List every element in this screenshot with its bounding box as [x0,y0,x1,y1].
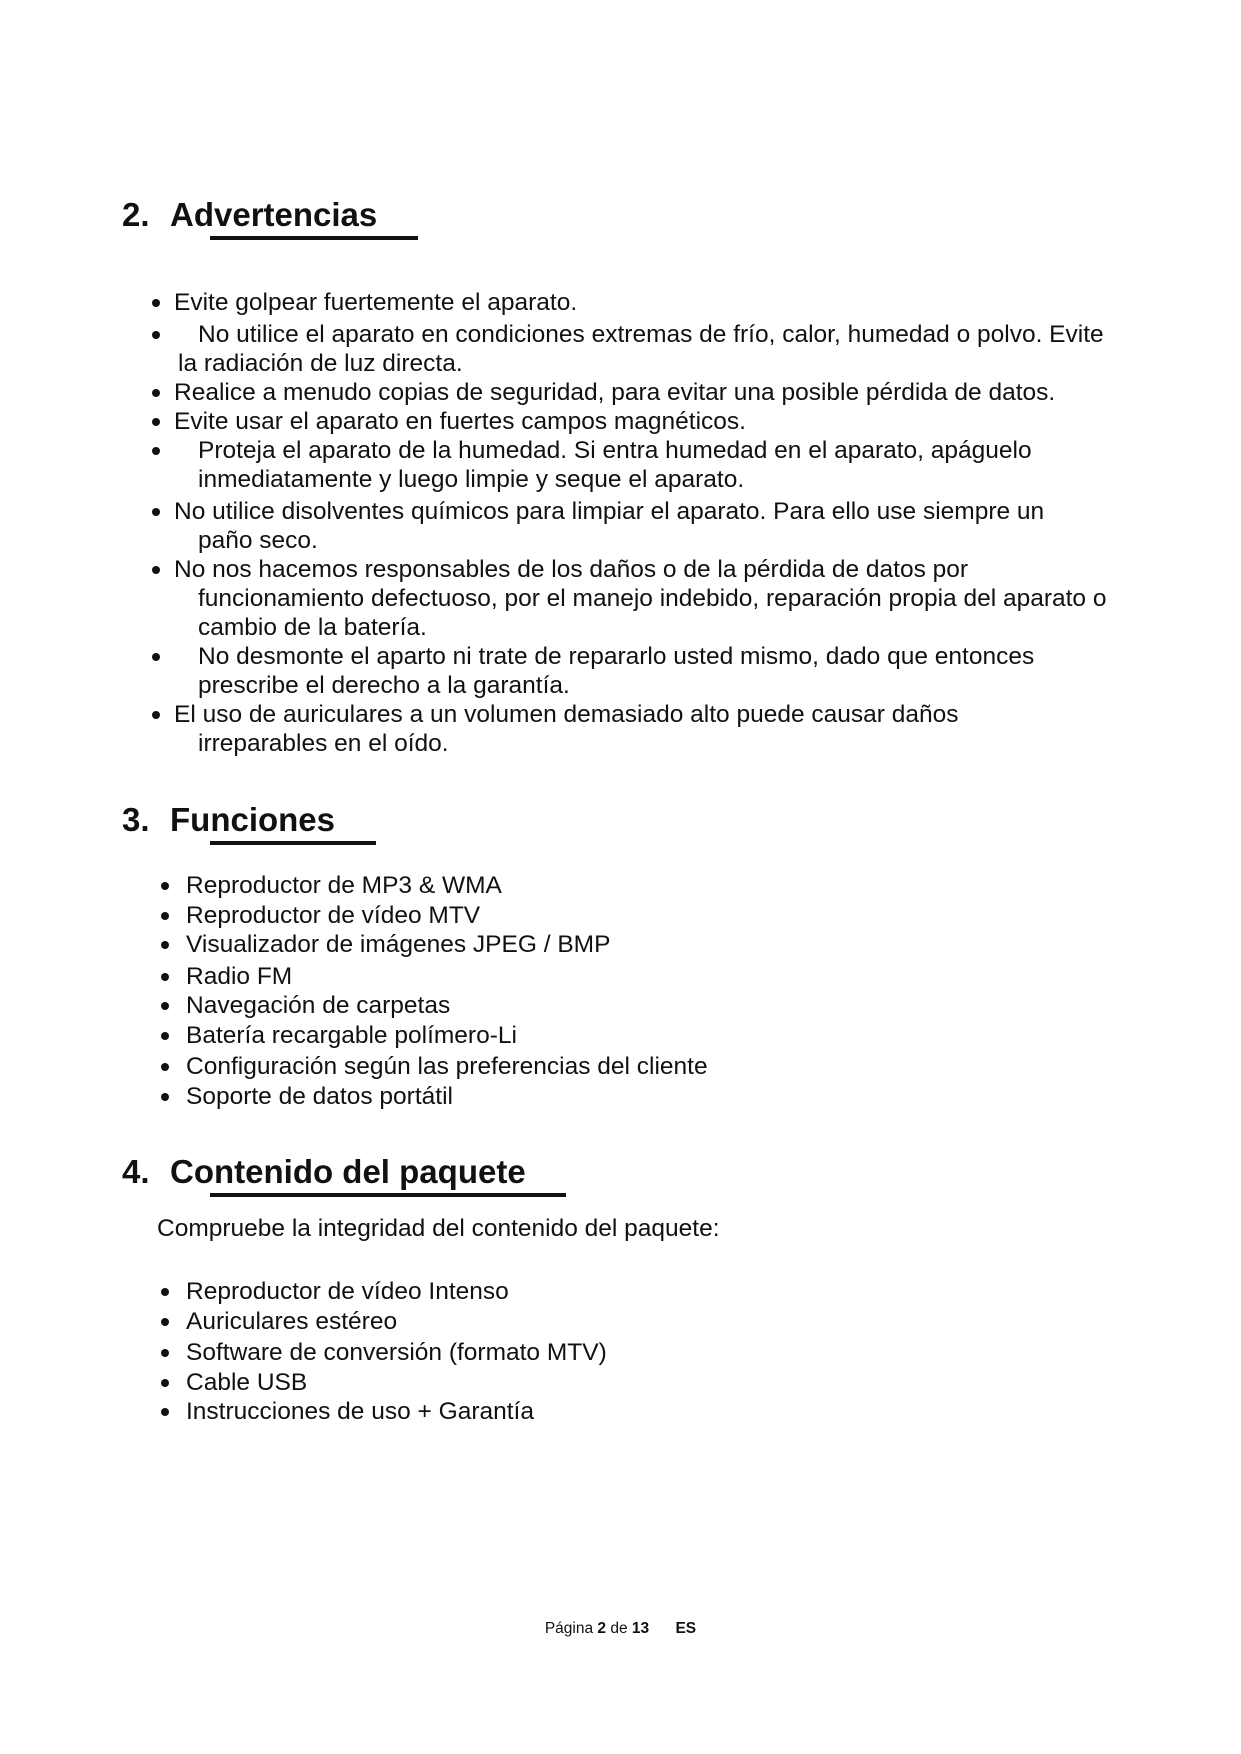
section-number: 2. [122,196,150,233]
bullet-icon [161,1093,169,1101]
list-item: Soporte de datos portátil [152,1082,708,1112]
page-footer [0,1620,1241,1638]
section-title: Contenido del paquete [170,1153,526,1190]
bullet-icon [152,299,160,307]
list-item: Evite usar el aparato en fuertes campos magnéticos. [152,407,1142,436]
bullet-icon [152,418,160,426]
list-item: No desmonte el aparto ni trate de repararlo usted mismo, dado que entonces prescribe el derecho a la garantía. [152,642,1142,700]
list-item: Auriculares estéreo [152,1307,607,1337]
bullet-icon [161,1379,169,1387]
list-item: Radio FM [152,962,708,992]
list-item: Software de conversión (formato MTV) [152,1338,607,1368]
list-item: El uso de auriculares a un volumen demasiado alto puede causar daños irreparables en el oído. [152,700,1142,758]
bullet-icon [152,711,160,719]
list-item: No nos hacemos responsables de los daños o de la pérdida de datos por funcionamiento defectuoso, por el manejo indebido, reparación propia del aparato o cambio de la batería. [152,555,1142,642]
section-title: Funciones [170,801,336,838]
bullet-icon [152,508,160,516]
bullet-icon [161,1288,169,1296]
list-item: Realice a menudo copias de seguridad, para evitar una posible pérdida de datos. [152,378,1142,407]
bullet-icon [161,1063,169,1071]
heading-underline [210,236,418,240]
bullet-icon [161,973,169,981]
bullet-icon [152,566,160,574]
page-total: 13 [631,1620,650,1637]
functions-list [152,871,708,1111]
list-item: No utilice el aparato en condiciones extremas de frío, calor, humedad o polvo. Evite la radiación de luz directa. [152,320,1142,378]
list-item: Evite golpear fuertemente el aparato. [152,288,1142,317]
package-intro: Compruebe la integridad del contenido del paquete: [157,1215,720,1242]
language-code: ES [675,1620,697,1637]
section-heading-package [122,1153,526,1191]
bullet-icon [152,653,160,661]
list-item: Visualizador de imágenes JPEG / BMP [152,930,708,960]
heading-underline [210,1193,566,1197]
bullet-icon [161,1349,169,1357]
list-item: Batería recargable polímero-Li [152,1021,708,1051]
list-item: No utilice disolventes químicos para limpiar el aparato. Para ello use siempre un paño seco. [152,497,1142,555]
bullet-icon [161,1032,169,1040]
section-heading-warnings [122,196,377,234]
section-number: 4. [122,1153,150,1190]
section-number: 3. [122,801,150,838]
bullet-icon [152,389,160,397]
bullet-icon [161,882,169,890]
bullet-icon [161,1408,169,1416]
bullet-icon [161,912,169,920]
page-word: Página [544,1620,594,1637]
list-item: Proteja el aparato de la humedad. Si entra humedad en el aparato, apáguelo inmediatamente y luego limpie y seque el aparato. [152,436,1142,494]
bullet-icon [152,331,160,339]
list-item: Reproductor de vídeo Intenso [152,1277,607,1307]
list-item: Instrucciones de uso + Garantía [152,1397,607,1427]
bullet-icon [161,1002,169,1010]
list-item: Reproductor de vídeo MTV [152,901,708,931]
list-item: Reproductor de MP3 & WMA [152,871,708,901]
of-word: de [610,1620,628,1637]
warnings-list [152,288,1142,758]
page-number: 2 [597,1620,607,1637]
bullet-icon [161,1318,169,1326]
section-title: Advertencias [170,196,378,233]
package-list [152,1277,607,1427]
bullet-icon [161,941,169,949]
list-item: Navegación de carpetas [152,991,708,1021]
bullet-icon [152,447,160,455]
list-item: Cable USB [152,1368,607,1398]
list-item: Configuración según las preferencias del cliente [152,1052,708,1082]
heading-underline [210,841,376,845]
section-heading-functions [122,801,335,839]
